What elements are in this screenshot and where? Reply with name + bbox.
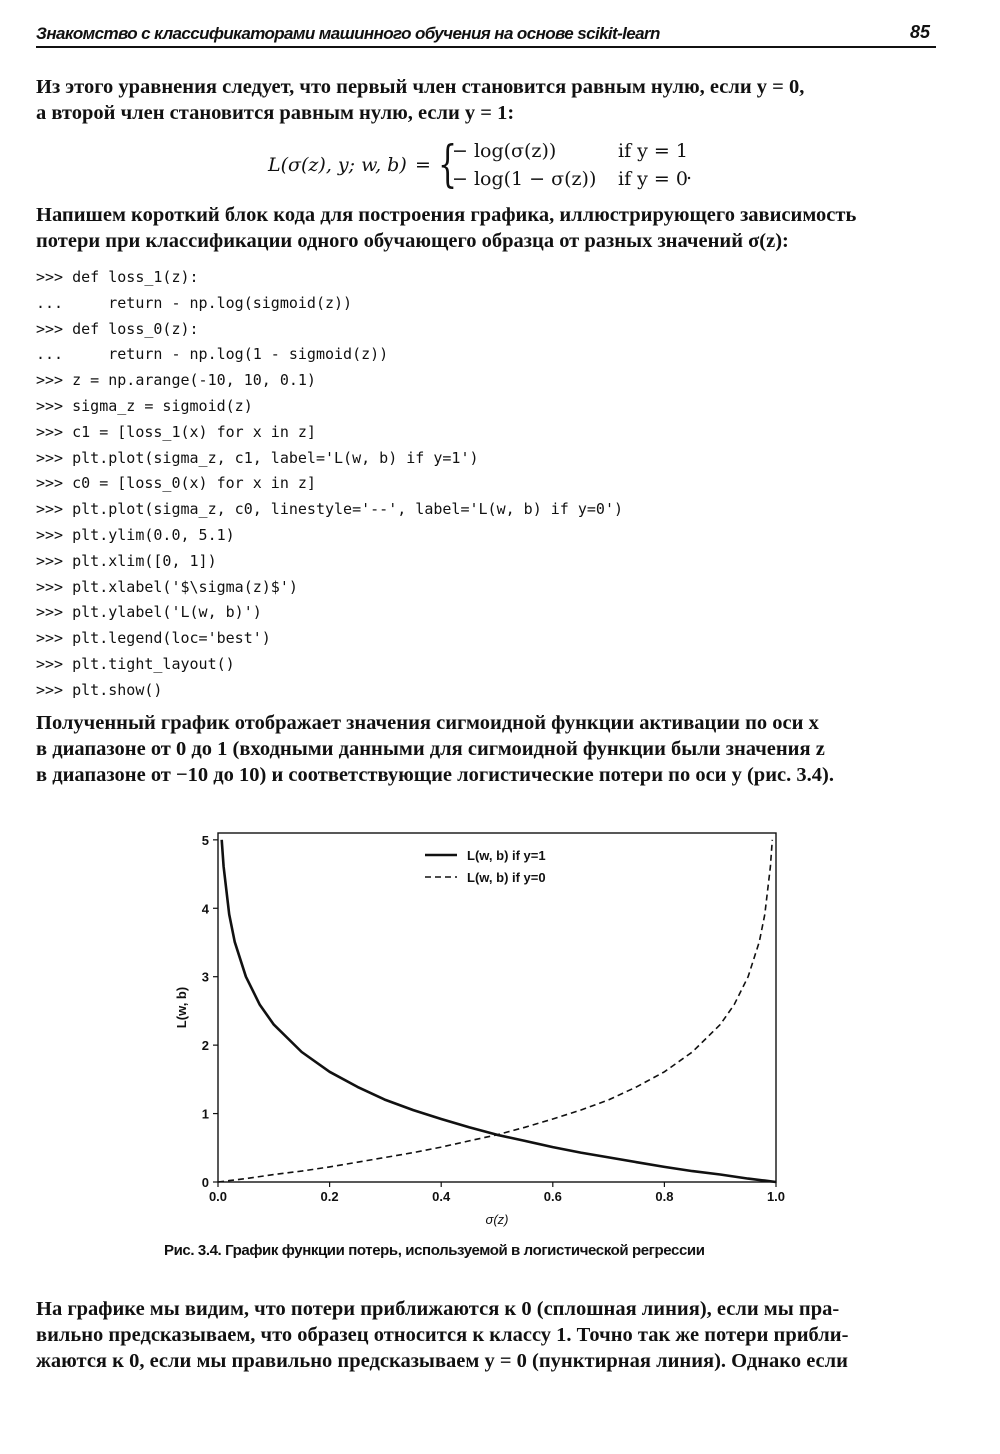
x-axis-label: σ(z) (485, 1212, 509, 1227)
x-tick-label: 0.6 (543, 1189, 562, 1204)
code-line: ... return - np.log(1 - sigmoid(z)) (36, 345, 389, 364)
code-line: >>> c0 = [loss_0(x) for x in z] (36, 474, 316, 493)
x-tick-label: 0.8 (655, 1189, 674, 1204)
result-line-3: в диапазоне от −10 до 10) и соответствующие логистические потери по оси y (рис. 3.4). (36, 764, 834, 786)
conclusion-line-3: жаются к 0, если мы правильно предсказываем y = 0 (пунктирная линия). Однако если (36, 1350, 848, 1372)
intro-line-1: Из этого уравнения следует, что первый член становится равным нулю, если y = 0, (36, 76, 805, 98)
x-tick-label: 0.0 (208, 1189, 228, 1204)
lead-paragraph (36, 202, 934, 254)
formula-case-1: − log(σ(z)) (452, 140, 557, 162)
code-line: >>> plt.ylabel('L(w, b)') (36, 603, 262, 622)
result-paragraph (36, 710, 934, 788)
conclusion-line-1: На графике мы видим, что потери приближаются к 0 (сплошная линия), если мы пра- (36, 1298, 840, 1320)
code-line: >>> z = np.arange(-10, 10, 0.1) (36, 371, 316, 390)
formula-period: . (686, 162, 693, 184)
formula-brace: { (438, 135, 458, 193)
code-line: >>> plt.ylim(0.0, 5.1) (36, 525, 235, 544)
result-line-1: Полученный график отображает значения сигмоидной функции активации по оси x (36, 712, 819, 734)
code-line: >>> plt.tight_layout() (36, 654, 235, 673)
legend-label: L(w, b) if y=1 (467, 848, 546, 863)
lead-line-2: потери при классификации одного обучающего образца от разных значений σ(z): (36, 230, 789, 252)
header-title: Знакомство с классификаторами машинного обучения на основе scikit-learn (36, 24, 660, 43)
lead-line-1: Напишем короткий блок кода для построения графика, иллюстрирующего зависимость (36, 204, 857, 226)
conclusion-line-2: вильно предсказываем, что образец относится к классу 1. Точно так же потери прибли- (36, 1324, 849, 1346)
code-line: ... return - np.log(sigmoid(z)) (36, 293, 353, 312)
page-number: 85 (909, 22, 930, 42)
code-line: >>> sigma_z = sigmoid(z) (36, 396, 253, 415)
intro-line-2: а второй член становится равным нулю, если y = 1: (36, 102, 515, 124)
running-header (36, 22, 936, 48)
chart-svg (160, 825, 820, 1235)
formula-case-2: − log(1 − σ(z)) (452, 168, 597, 190)
code-line: >>> plt.plot(sigma_z, c0, linestyle='--', label='L(w, b) if y=0') (36, 500, 623, 519)
x-tick-label: 0.4 (432, 1189, 451, 1204)
code-line: >>> plt.plot(sigma_z, c1, label='L(w, b) if y=1') (36, 448, 479, 467)
intro-paragraph (36, 74, 934, 126)
legend-label: L(w, b) if y=0 (467, 870, 546, 885)
y-tick-label: 0 (201, 1175, 209, 1190)
y-tick-label: 4 (201, 901, 209, 917)
conclusion-paragraph (36, 1296, 934, 1374)
code-line: >>> plt.show() (36, 680, 163, 699)
series-line-y1 (222, 840, 776, 1182)
figure-caption: Рис. 3.4. График функции потерь, используемой в логистической регрессии (164, 1242, 705, 1259)
loss-chart (160, 825, 820, 1235)
code-line: >>> def loss_0(z): (36, 319, 199, 338)
y-axis-label: L(w, b) (174, 986, 189, 1029)
x-tick-label: 0.2 (320, 1189, 339, 1204)
series-line-y0 (218, 840, 772, 1182)
x-tick-label: 1.0 (766, 1189, 786, 1204)
y-tick-label: 3 (201, 969, 209, 985)
formula-equals: = (415, 154, 431, 176)
code-line: >>> c1 = [loss_1(x) for x in z] (36, 422, 316, 441)
loss-formula (268, 135, 728, 196)
y-tick-label: 1 (201, 1106, 209, 1122)
code-line: >>> plt.xlabel('$\sigma(z)$') (36, 577, 298, 596)
code-line: >>> def loss_1(z): (36, 268, 199, 286)
formula-condition-1: if y = 1 (618, 140, 688, 162)
y-tick-label: 5 (201, 832, 209, 848)
y-tick-label: 2 (201, 1038, 209, 1054)
code-line: >>> plt.legend(loc='best') (36, 629, 271, 648)
plot-frame (218, 833, 776, 1182)
code-block (36, 265, 936, 704)
result-line-2: в диапазоне от 0 до 1 (входными данными для сигмоидной функции были значения z (36, 738, 825, 760)
formula-condition-2: if y = 0 (618, 168, 688, 190)
formula-lhs: L(σ(z), y; w, b) (268, 154, 407, 176)
code-line: >>> plt.xlim([0, 1]) (36, 551, 217, 570)
